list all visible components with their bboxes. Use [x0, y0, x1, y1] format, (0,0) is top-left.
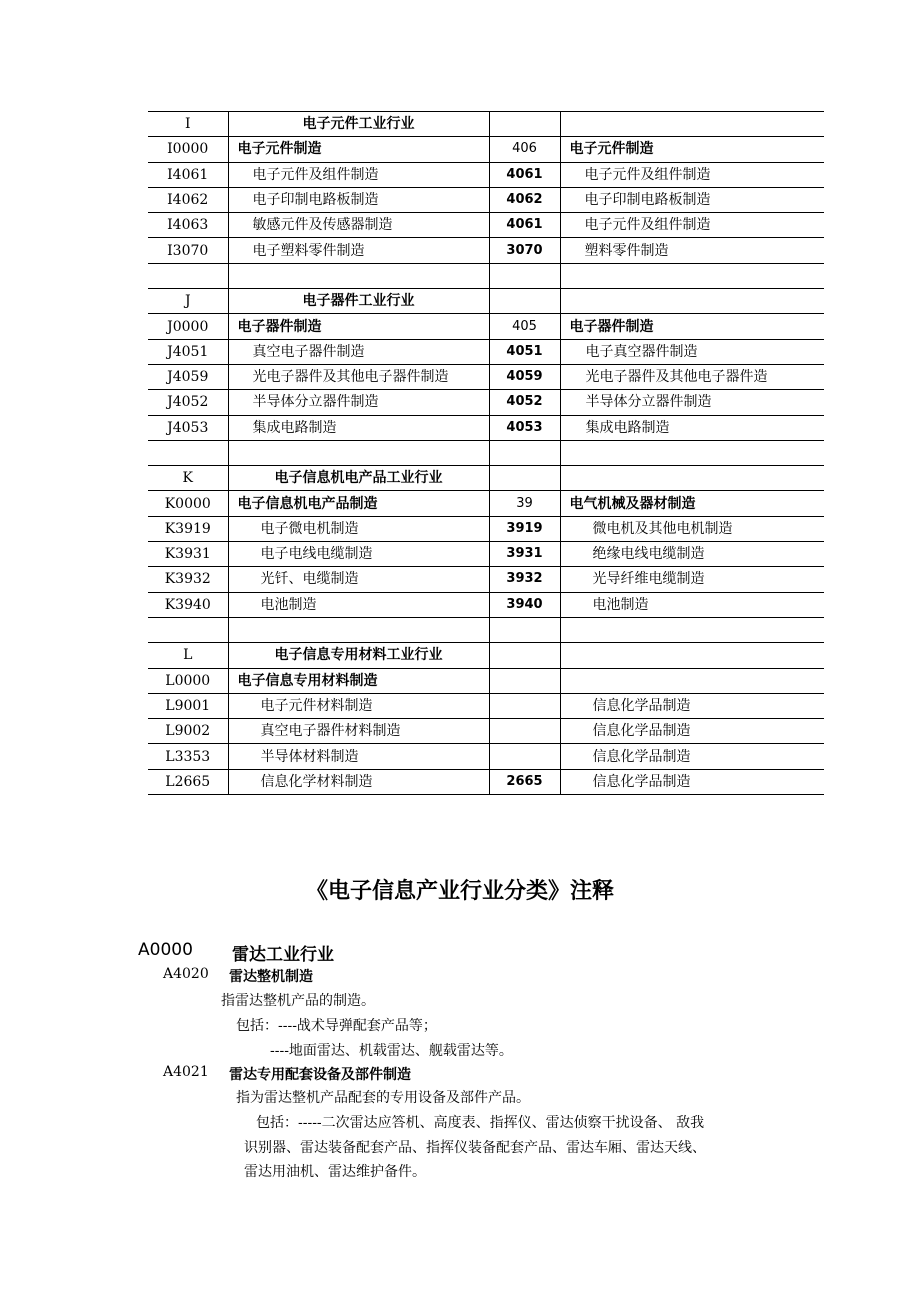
total-old-name: 电子器件制造: [560, 314, 824, 339]
row-old-code: [489, 693, 560, 718]
row-code: K3931: [148, 542, 228, 567]
row-name: 真空电子器件制造: [228, 339, 489, 364]
table-row: [148, 592, 824, 617]
section-name: 电子元件工业行业: [228, 112, 489, 137]
row-old-name: 信息化学品制造: [560, 744, 824, 769]
item1-name: 雷达整机制造: [229, 969, 313, 985]
section-code: J: [148, 289, 228, 314]
empty-cell: [489, 643, 560, 668]
table-row: [148, 744, 824, 769]
total-old-name: [560, 668, 824, 693]
row-old-code: 3919: [489, 516, 560, 541]
table-row: [148, 390, 824, 415]
total-old-code: [489, 668, 560, 693]
total-old-code: 39: [489, 491, 560, 516]
row-old-code: 4061: [489, 213, 560, 238]
row-old-name: 塑料零件制造: [560, 238, 824, 263]
notes-title: 《电子信息产业行业分类》注释: [305, 879, 614, 904]
total-old-code: 406: [489, 137, 560, 162]
section-total-row: [148, 668, 824, 693]
table-row: [148, 339, 824, 364]
row-old-code: 4061: [489, 162, 560, 187]
row-code: L9002: [148, 719, 228, 744]
table-row: [148, 213, 824, 238]
total-name: 电子元件制造: [228, 137, 489, 162]
row-code: J4051: [148, 339, 228, 364]
empty-cell: [489, 112, 560, 137]
row-code: J4059: [148, 364, 228, 389]
table-row: [148, 693, 824, 718]
total-old-code: 405: [489, 314, 560, 339]
row-old-code: 4059: [489, 364, 560, 389]
row-name: 电子元件及组件制造: [228, 162, 489, 187]
table-row: [148, 162, 824, 187]
total-code: J0000: [148, 314, 228, 339]
item1-includes-line-2: ----地面雷达、机载雷达、舰载雷达等。: [270, 1043, 513, 1059]
section-name: 雷达工业行业: [232, 945, 334, 965]
empty-cell: [489, 263, 560, 288]
classification-table: [148, 111, 824, 795]
row-name: 电子元件材料制造: [228, 693, 489, 718]
row-code: L9001: [148, 693, 228, 718]
section-code: K: [148, 466, 228, 491]
table-row: [148, 719, 824, 744]
row-old-name: 电子真空器件制造: [560, 339, 824, 364]
row-code: K3940: [148, 592, 228, 617]
section-header-row: [148, 289, 824, 314]
item1-code: A4020: [163, 966, 209, 982]
section-total-row: [148, 491, 824, 516]
row-name: 集成电路制造: [228, 415, 489, 440]
spacer-row: [148, 617, 824, 642]
row-old-name: 光导纤维电缆制造: [560, 567, 824, 592]
total-name: 电子器件制造: [228, 314, 489, 339]
empty-cell: [560, 263, 824, 288]
row-old-name: 信息化学品制造: [560, 719, 824, 744]
row-code: L2665: [148, 769, 228, 794]
section-header-row: [148, 643, 824, 668]
empty-cell: [560, 617, 824, 642]
table-row: [148, 516, 824, 541]
row-code: I4061: [148, 162, 228, 187]
row-name: 电池制造: [228, 592, 489, 617]
empty-cell: [560, 466, 824, 491]
row-old-name: 电子印制电路板制造: [560, 187, 824, 212]
row-code: K3919: [148, 516, 228, 541]
section-total-row: [148, 314, 824, 339]
row-old-code: [489, 719, 560, 744]
row-old-name: 信息化学品制造: [560, 769, 824, 794]
section-header-row: [148, 112, 824, 137]
row-name: 电子塑料零件制造: [228, 238, 489, 263]
row-old-code: [489, 744, 560, 769]
total-code: I0000: [148, 137, 228, 162]
table-row: [148, 187, 824, 212]
total-old-name: 电气机械及器材制造: [560, 491, 824, 516]
empty-cell: [489, 440, 560, 465]
section-name: 电子信息专用材料工业行业: [228, 643, 489, 668]
row-code: I4062: [148, 187, 228, 212]
row-old-code: 3932: [489, 567, 560, 592]
row-old-name: 电子元件及组件制造: [560, 162, 824, 187]
empty-cell: [489, 617, 560, 642]
empty-cell: [560, 289, 824, 314]
row-old-code: 4062: [489, 187, 560, 212]
table-row: [148, 238, 824, 263]
row-code: J4052: [148, 390, 228, 415]
item2-includes-line-2: 识别器、雷达装备配套产品、指挥仪装备配套产品、雷达车厢、雷达天线、: [244, 1140, 706, 1156]
row-old-code: 4051: [489, 339, 560, 364]
row-name: 电子电线电缆制造: [228, 542, 489, 567]
section-name: 电子信息机电产品工业行业: [228, 466, 489, 491]
item2-includes-line-1: 包括：-----二次雷达应答机、高度表、指挥仪、雷达侦察干扰设备、 敌我: [256, 1115, 705, 1131]
row-code: L3353: [148, 744, 228, 769]
table-row: [148, 567, 824, 592]
total-code: L0000: [148, 668, 228, 693]
spacer-row: [148, 263, 824, 288]
row-name: 敏感元件及传感器制造: [228, 213, 489, 238]
empty-cell: [489, 289, 560, 314]
table-row: [148, 415, 824, 440]
row-old-code: 3931: [489, 542, 560, 567]
table-row: [148, 769, 824, 794]
item2-description: 指为雷达整机产品配套的专用设备及部件产品。: [236, 1090, 530, 1106]
section-total-row: [148, 137, 824, 162]
empty-cell: [489, 466, 560, 491]
empty-cell: [228, 440, 489, 465]
row-old-name: 微电机及其他电机制造: [560, 516, 824, 541]
row-old-name: 绝缘电线电缆制造: [560, 542, 824, 567]
empty-cell: [560, 440, 824, 465]
total-code: K0000: [148, 491, 228, 516]
row-code: I3070: [148, 238, 228, 263]
row-old-code: 4053: [489, 415, 560, 440]
row-old-code: 4052: [489, 390, 560, 415]
row-name: 半导体材料制造: [228, 744, 489, 769]
row-old-name: 半导体分立器件制造: [560, 390, 824, 415]
row-name: 光钎、电缆制造: [228, 567, 489, 592]
section-header-row: [148, 466, 824, 491]
row-name: 信息化学材料制造: [228, 769, 489, 794]
row-old-name: 光电子器件及其他电子器件造: [560, 364, 824, 389]
section-name: 电子器件工业行业: [228, 289, 489, 314]
row-old-code: 2665: [489, 769, 560, 794]
table-row: [148, 364, 824, 389]
spacer-row: [148, 440, 824, 465]
section-code: A0000: [138, 940, 193, 960]
row-name: 半导体分立器件制造: [228, 390, 489, 415]
total-name: 电子信息专用材料制造: [228, 668, 489, 693]
row-old-name: 信息化学品制造: [560, 693, 824, 718]
row-old-code: 3070: [489, 238, 560, 263]
item2-includes-line-3: 雷达用油机、雷达维护备件。: [244, 1164, 426, 1180]
empty-cell: [228, 617, 489, 642]
table-row: [148, 542, 824, 567]
row-name: 电子微电机制造: [228, 516, 489, 541]
empty-cell: [148, 617, 228, 642]
empty-cell: [560, 643, 824, 668]
row-name: 真空电子器件材料制造: [228, 719, 489, 744]
total-old-name: 电子元件制造: [560, 137, 824, 162]
row-old-name: 集成电路制造: [560, 415, 824, 440]
empty-cell: [148, 440, 228, 465]
section-code: I: [148, 112, 228, 137]
empty-cell: [148, 263, 228, 288]
row-code: J4053: [148, 415, 228, 440]
row-old-name: 电子元件及组件制造: [560, 213, 824, 238]
item1-includes-line-1: 包括：----战术导弹配套产品等；: [236, 1018, 437, 1034]
empty-cell: [560, 112, 824, 137]
item2-code: A4021: [163, 1064, 209, 1080]
total-name: 电子信息机电产品制造: [228, 491, 489, 516]
item1-description: 指雷达整机产品的制造。: [221, 993, 375, 1009]
row-code: K3932: [148, 567, 228, 592]
row-name: 光电子器件及其他电子器件制造: [228, 364, 489, 389]
row-code: I4063: [148, 213, 228, 238]
empty-cell: [228, 263, 489, 288]
section-code: L: [148, 643, 228, 668]
row-old-code: 3940: [489, 592, 560, 617]
row-old-name: 电池制造: [560, 592, 824, 617]
row-name: 电子印制电路板制造: [228, 187, 489, 212]
item2-name: 雷达专用配套设备及部件制造: [229, 1067, 411, 1083]
